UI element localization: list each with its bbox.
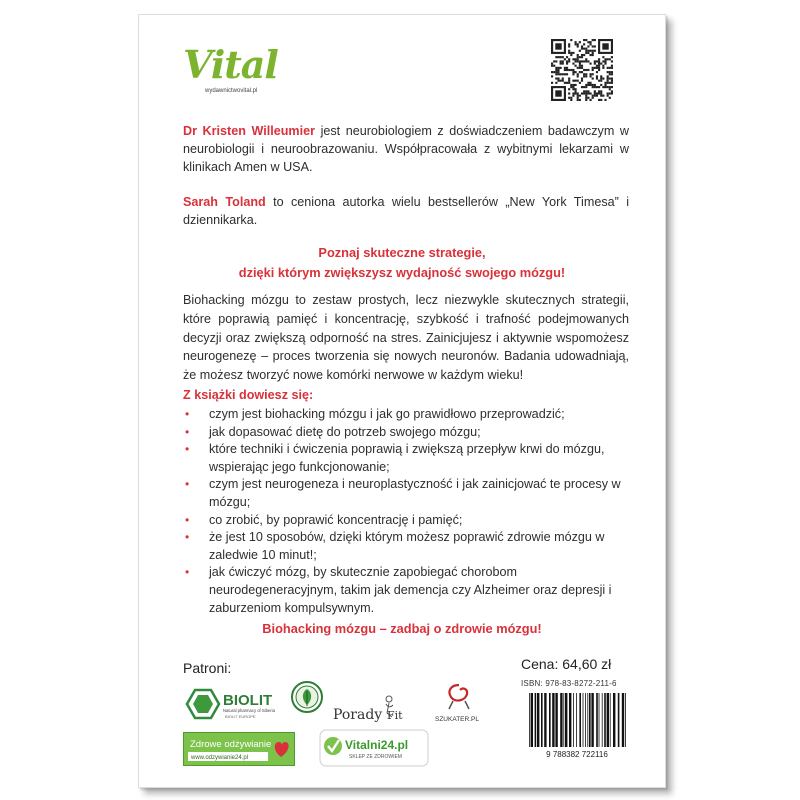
porady-fit-logo [331, 691, 411, 725]
list-item [183, 441, 633, 476]
fit-text: Fit [387, 709, 403, 722]
bullet-icon: • [185, 442, 190, 457]
headline [159, 243, 645, 282]
author-bio-1 [183, 123, 629, 176]
list-item-text: które techniki i ćwiczenia poprawią i zwiększą przepływ krwi do mózgu, wspierając jego funkcjonowanie; [209, 442, 605, 474]
bullet-icon: • [185, 565, 190, 580]
list-item-text: czym jest biohacking mózgu i jak go prawidłowo przeprowadzić; [209, 407, 565, 421]
author-name-1: Dr Kristen Willeumier [183, 124, 316, 138]
isbn-text: ISBN: 978-83-8272-211-6 [521, 679, 617, 688]
eco-seal-icon [289, 679, 325, 719]
patrons-label: Patroni: [183, 660, 232, 676]
list-item-text: jak ćwiczyć mózg, by skutecznie zapobiegać chorobom neurodegeneracyjnym, takim jak demencja czy Alzheimer oraz depresji i zaburzeniom kompulsywnym. [209, 565, 612, 615]
author-text-2: to ceniona autorka wielu bestsellerów „New York Timesa” i dziennikarka. [183, 195, 629, 227]
vitalni-name: Vitalni24.pl [345, 738, 409, 752]
price-label: Cena: 64,60 zł [521, 656, 612, 672]
list-item [183, 529, 633, 564]
logo-brand: Vital [183, 42, 278, 87]
author-bio-2 [183, 194, 629, 230]
biolit-logo [185, 685, 291, 723]
feature-list [183, 406, 633, 617]
author-text-1: jest neurobiologiem z doświadczeniem badawczym w neurobiologii i neuroobrazowaniu. Współpracowała z wybitnymi lekarzami w klinikach Amen w USA. [183, 124, 629, 174]
vitalni24-logo [319, 729, 429, 767]
zdrowe-url: www.odzywianie24.pl [191, 755, 249, 761]
vitalni-sub: SKLEP ZE ZDROWIEM [349, 754, 402, 760]
bullet-icon: • [185, 477, 190, 492]
barcode-icon [521, 691, 633, 759]
list-item-text: czym jest neurogeneza i neuroplastyczność i jak zainicjować te procesy w mózgu; [209, 477, 621, 509]
szukater-logo [429, 681, 489, 725]
biolit-sub2: BIOLIT EUROPE [225, 714, 256, 719]
list-item [183, 424, 633, 442]
barcode-digits: 9 788382 722116 [546, 750, 608, 759]
list-item-text: co zrobić, by poprawić koncentrację i pamięć; [209, 512, 463, 527]
logo-site: wydawnictwovital.pl [205, 88, 258, 94]
biolit-name: BIOLIT [223, 692, 273, 709]
author-name-2: Sarah Toland [183, 195, 266, 209]
zdrowe-title: Zdrowe odżywianie [190, 739, 272, 750]
bullet-icon: • [185, 512, 190, 527]
headline-line-2: dzięki którym zwiększysz wydajność swojego mózgu! [238, 264, 566, 280]
list-item [183, 564, 633, 617]
vital-logo [181, 43, 291, 99]
zdrowe-odzywianie-logo [183, 732, 295, 766]
list-title: Z książki dowiesz się: [183, 388, 314, 402]
description: Biohacking mózgu to zestaw prostych, lecz niezwykle skutecznych strategii, które poprawią pamięć i koncentrację, szybkość i trafność podejmowanych decyzji oraz zwiększą odporność na stres. Zainicjujesz i aktywnie wspomożesz neurogenezę – proces tworzenia się nowych neuronów. Badania udowadniają, że możesz tworzyć nowe komórki nerwowe w każdym wieku! [183, 293, 629, 383]
closing-slogan: Biohacking mózgu – zadbaj o zdrowie mózgu! [262, 621, 542, 636]
bullet-icon: • [185, 407, 190, 421]
biolit-sub1: Natural pharmacy of Siberia [223, 708, 275, 713]
headline-line-1: Poznaj skuteczne strategie, [318, 245, 486, 260]
list-item [183, 476, 633, 511]
list-item-text: jak dopasować dietę do potrzeb swojego mózgu; [209, 424, 481, 439]
szukater-text: SZUKATER.PL [435, 716, 479, 723]
book-back-cover [138, 14, 666, 788]
list-item-text: że jest 10 sposobów, dzięki którym możesz poprawić zdrowie mózgu w zaledwie 10 minut!; [209, 530, 605, 562]
list-item [183, 406, 633, 424]
porady-text: Porady [333, 707, 383, 723]
qr-code-icon [551, 39, 613, 101]
bullet-icon: • [185, 530, 190, 545]
bullet-icon: • [185, 424, 190, 439]
list-item [183, 512, 633, 530]
